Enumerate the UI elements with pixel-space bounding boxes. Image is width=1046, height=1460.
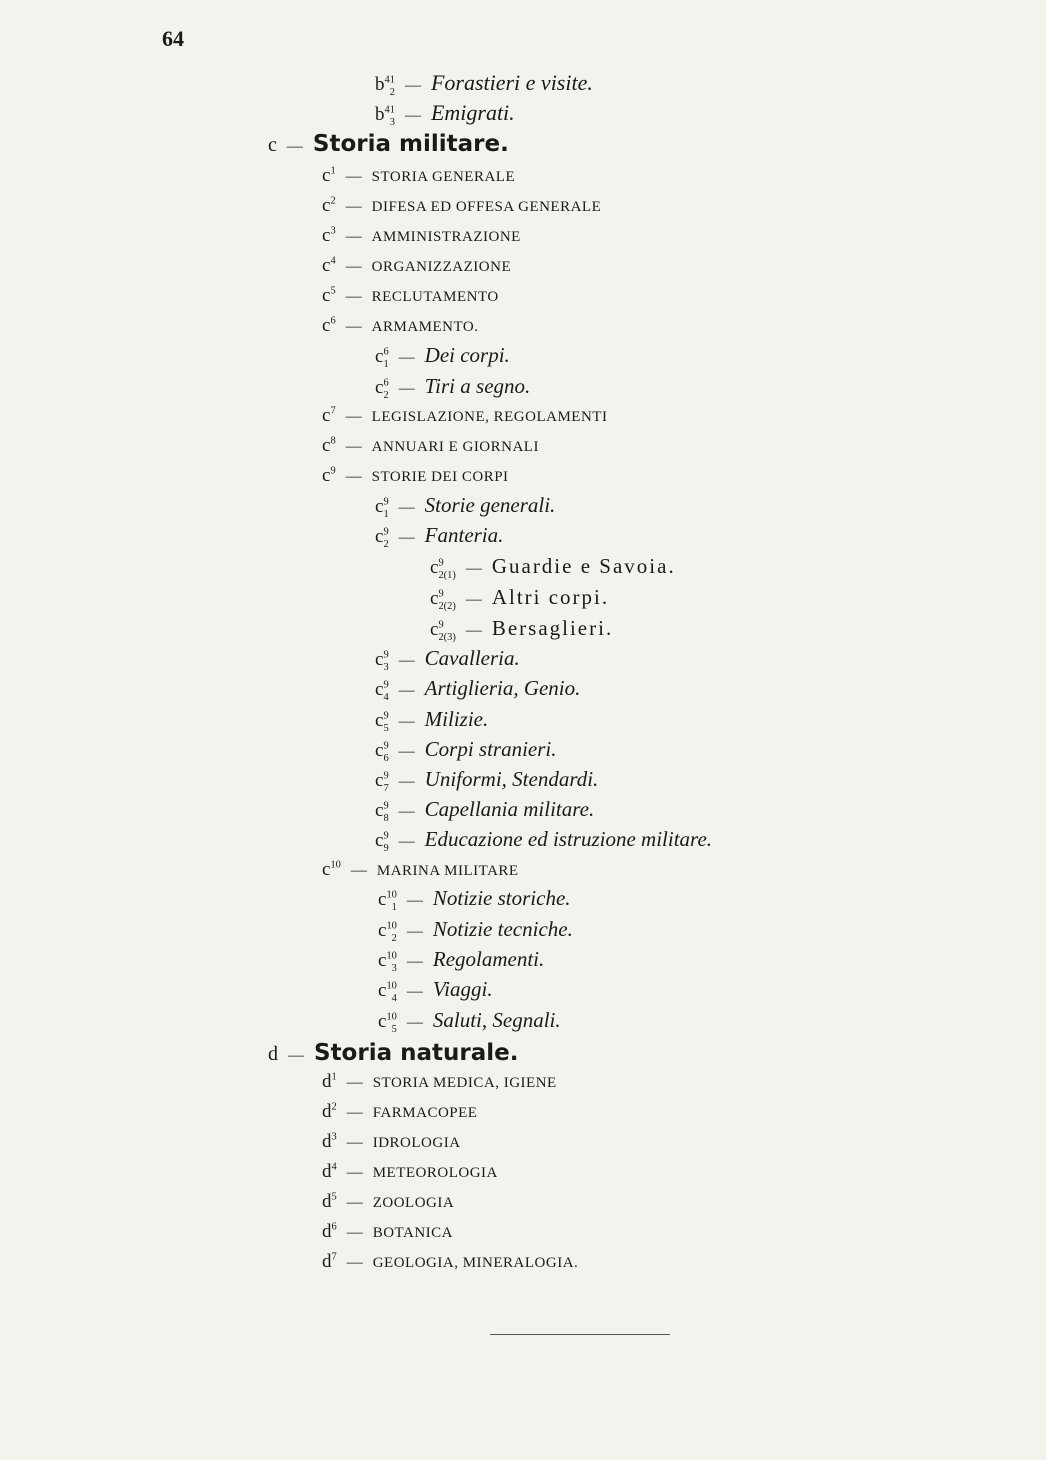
index-entry: [322, 226, 521, 245]
entry-code: [322, 1192, 337, 1211]
entry-code-superscript: 1: [330, 165, 336, 177]
entry-code-letter: c: [378, 889, 387, 910]
entry-title: Milizie.: [424, 707, 489, 731]
entry-code-superscript: 41: [384, 104, 395, 116]
entry-dash: —: [346, 1134, 363, 1151]
entry-code-letter: c: [375, 679, 384, 700]
index-entry: [378, 977, 493, 1004]
entry-dash: —: [398, 380, 415, 397]
entry-code-subscript: 1: [383, 508, 389, 520]
entry-code: [322, 406, 336, 425]
entry-code: [268, 135, 277, 155]
entry-dash: —: [345, 288, 362, 305]
index-entry: [378, 947, 545, 974]
index-entry: [430, 616, 614, 643]
entry-dash: —: [345, 438, 362, 455]
entry-code-letter: c: [322, 195, 331, 216]
entry-code-letter: c: [322, 315, 331, 336]
entry-title: IDROLOGIA: [372, 1135, 461, 1151]
entry-title: RECLUTAMENTO: [371, 289, 499, 305]
index-entry: [268, 133, 509, 156]
entry-code-subscript: 4: [383, 691, 389, 703]
entry-code-subscript: 9: [383, 842, 389, 854]
entry-code-letter: c: [322, 465, 331, 486]
entry-code-subscript: 7: [383, 782, 389, 794]
entry-title: Altri corpi.: [491, 585, 610, 609]
entry-dash: —: [406, 1014, 423, 1031]
entry-code-superscript: 10: [386, 1011, 397, 1023]
entry-code-superscript: 10: [386, 920, 397, 932]
index-entry: [375, 343, 510, 370]
entry-dash: —: [345, 228, 362, 245]
entry-code-subscript: 2(2): [438, 600, 456, 612]
index-entry: [322, 1162, 498, 1181]
entry-code-superscript: 6: [383, 377, 389, 389]
entry-title: Corpi stranieri.: [424, 737, 557, 761]
entry-code: [322, 316, 336, 335]
entry-code: [375, 770, 389, 794]
entry-code-subscript: 2(3): [438, 631, 456, 643]
entry-title: Storia naturale.: [314, 1040, 519, 1066]
entry-title: AMMINISTRAZIONE: [371, 229, 521, 245]
entry-code-letter: c: [375, 770, 384, 791]
entry-code-letter: d: [322, 1221, 332, 1242]
index-entry: [375, 374, 531, 401]
index-entry: [375, 827, 713, 854]
index-entry: [322, 286, 499, 305]
index-entry: [322, 466, 509, 485]
entry-code-subscript: 8: [383, 812, 389, 824]
entry-code-letter: d: [322, 1071, 332, 1092]
entry-code: [375, 649, 389, 673]
entry-code: [375, 710, 389, 734]
entry-code-letter: c: [322, 859, 331, 880]
index-entry: [268, 1042, 518, 1065]
entry-dash: —: [350, 862, 367, 879]
entry-dash: —: [398, 529, 415, 546]
entry-dash: —: [346, 1164, 363, 1181]
page-number: 64: [162, 26, 184, 51]
entry-code-superscript: 10: [386, 889, 397, 901]
entry-dash: —: [345, 408, 362, 425]
entry-code-letter: c: [375, 526, 384, 547]
entry-dash: —: [346, 1254, 363, 1271]
index-entry: [322, 316, 478, 335]
entry-code-letter: c: [375, 649, 384, 670]
entry-code-superscript: 2: [331, 1101, 337, 1113]
entry-code-letter: c: [322, 255, 331, 276]
entry-dash: —: [404, 77, 421, 94]
entry-dash: —: [398, 833, 415, 850]
entry-code-letter: c: [375, 710, 384, 731]
entry-code-superscript: 9: [383, 800, 389, 812]
index-entry: [378, 886, 571, 913]
entry-code: [322, 1162, 337, 1181]
entry-code-superscript: 3: [330, 225, 336, 237]
entry-title: Storie generali.: [424, 493, 556, 517]
entry-code-letter: c: [378, 980, 387, 1001]
entry-code-letter: c: [375, 377, 384, 398]
entry-dash: —: [345, 168, 362, 185]
entry-dash: —: [346, 1224, 363, 1241]
entry-title: Viaggi.: [432, 977, 493, 1001]
entry-code-superscript: 10: [386, 950, 397, 962]
entry-code-superscript: 9: [383, 496, 389, 508]
entry-code-superscript: 4: [331, 1161, 337, 1173]
entry-title: Uniformi, Stendardi.: [424, 767, 599, 791]
entry-code-letter: c: [378, 920, 387, 941]
entry-code-letter: d: [322, 1161, 332, 1182]
entry-title: MARINA MILITARE: [376, 863, 519, 879]
entry-code: [268, 1044, 278, 1064]
entry-title: STORIE DEI CORPI: [371, 469, 509, 485]
entry-code-letter: b: [375, 104, 385, 125]
entry-code-superscript: 1: [331, 1071, 337, 1083]
entry-title: LEGISLAZIONE, REGOLAMENTI: [371, 409, 608, 425]
entry-code-letter: c: [322, 285, 331, 306]
entry-code-letter: d: [322, 1251, 332, 1272]
entry-code-subscript: 2(1): [438, 569, 456, 581]
entry-title: Forastieri e visite.: [430, 70, 593, 95]
entry-dash: —: [398, 803, 415, 820]
entry-code-subscript: 5: [391, 1023, 397, 1035]
entry-code-subscript: 2: [391, 932, 397, 944]
entry-code-subscript: 3: [383, 661, 389, 673]
entry-code: [322, 1072, 337, 1091]
entry-code-superscript: 9: [438, 557, 444, 569]
entry-code-superscript: 6: [383, 346, 389, 358]
entry-title: Artiglieria, Genio.: [424, 676, 581, 700]
entry-code-superscript: 41: [384, 74, 395, 86]
entry-dash: —: [346, 1194, 363, 1211]
entry-title: Saluti, Segnali.: [432, 1008, 561, 1032]
entry-code-superscript: 9: [383, 710, 389, 722]
entry-code: [322, 166, 336, 185]
entry-code: [322, 436, 336, 455]
entry-code-superscript: 6: [330, 315, 336, 327]
entry-title: Fanteria.: [424, 523, 504, 547]
entry-code-superscript: 9: [383, 526, 389, 538]
index-entry: [375, 797, 595, 824]
entry-code-subscript: 2: [383, 538, 389, 550]
entry-code-superscript: 2: [330, 195, 336, 207]
entry-dash: —: [398, 349, 415, 366]
entry-code: [375, 740, 389, 764]
entry-title: GEOLOGIA, MINERALOGIA.: [372, 1255, 579, 1271]
entry-dash: —: [345, 468, 362, 485]
entry-code-subscript: 2: [389, 86, 395, 98]
index-entry: [375, 493, 556, 520]
entry-code-superscript: 8: [330, 435, 336, 447]
entry-code: [322, 1252, 337, 1271]
entry-title: BOTANICA: [372, 1225, 454, 1241]
entry-code: [378, 920, 397, 944]
index-entry: [375, 737, 557, 764]
index-entry: [322, 256, 511, 275]
entry-code: [378, 950, 397, 974]
entry-dash: —: [398, 743, 415, 760]
entry-title: DIFESA ED OFFESA GENERALE: [371, 199, 602, 215]
index-entry: [378, 917, 573, 944]
entry-code-superscript: 9: [383, 830, 389, 842]
entry-code-letter: c: [430, 588, 439, 609]
entry-dash: —: [398, 682, 415, 699]
entry-dash: —: [406, 923, 423, 940]
entry-code-letter: b: [375, 74, 385, 95]
entry-code-superscript: 4: [330, 255, 336, 267]
index-entry: [322, 196, 601, 215]
entry-code-letter: c: [322, 435, 331, 456]
entry-title: ARMAMENTO.: [371, 319, 479, 335]
index-entry: [375, 707, 489, 734]
end-rule: [490, 1334, 670, 1335]
index-entry: [375, 70, 593, 98]
entry-title: ZOOLOGIA: [372, 1195, 455, 1211]
index-entry: [322, 1192, 454, 1211]
entry-code: [322, 1132, 337, 1151]
index-entry: [375, 100, 515, 128]
entry-code-subscript: 4: [391, 992, 397, 1004]
entry-code-letter: c: [430, 557, 439, 578]
entry-dash: —: [398, 713, 415, 730]
entry-code: [375, 679, 389, 703]
entry-code: [375, 377, 389, 401]
index-entry: [322, 436, 539, 455]
entry-code-letter: c: [322, 225, 331, 246]
entry-code: [430, 619, 456, 643]
entry-dash: —: [465, 591, 482, 608]
index-entry: [322, 1222, 453, 1241]
index-entry: [322, 406, 607, 425]
entry-title: METEOROLOGIA: [372, 1165, 498, 1181]
entry-code-superscript: 7: [331, 1251, 337, 1263]
entry-code: [378, 1011, 397, 1035]
entry-code: [430, 588, 456, 612]
entry-code-letter: c: [375, 800, 384, 821]
entry-dash: —: [345, 318, 362, 335]
entry-code-superscript: 6: [331, 1221, 337, 1233]
entry-code-superscript: 10: [330, 859, 341, 871]
entry-code: [378, 980, 397, 1004]
entry-title: Educazione ed istruzione militare.: [424, 827, 713, 851]
index-entry: [322, 1102, 477, 1121]
entry-code-superscript: 9: [383, 770, 389, 782]
entry-code-superscript: 7: [330, 405, 336, 417]
entry-code: [375, 104, 395, 128]
entry-title: Bersaglieri.: [491, 616, 614, 640]
entry-code-subscript: 1: [383, 358, 389, 370]
entry-title: Capellania militare.: [424, 797, 595, 821]
entry-code-superscript: 9: [438, 619, 444, 631]
entry-code: [322, 256, 336, 275]
index-entry: [375, 767, 599, 794]
entry-code-subscript: 5: [383, 722, 389, 734]
entry-dash: —: [406, 892, 423, 909]
entry-code-letter: c: [375, 346, 384, 367]
entry-code-letter: c: [375, 496, 384, 517]
index-entry: [378, 1008, 561, 1035]
entry-title: Cavalleria.: [424, 646, 520, 670]
entry-code: [375, 526, 389, 550]
index-entry: [375, 523, 504, 550]
index-entry: [322, 860, 519, 879]
entry-title: Guardie e Savoia.: [491, 554, 676, 578]
entry-dash: —: [406, 953, 423, 970]
entry-dash: —: [398, 773, 415, 790]
entry-code-letter: d: [322, 1131, 332, 1152]
index-entry: [375, 676, 581, 703]
entry-code-superscript: 9: [383, 679, 389, 691]
entry-code-letter: c: [322, 165, 331, 186]
entry-code: [430, 557, 456, 581]
entry-code-superscript: 9: [383, 740, 389, 752]
entry-code: [322, 226, 336, 245]
entry-code-letter: c: [375, 830, 384, 851]
entry-code-letter: c: [268, 134, 277, 156]
entry-title: Tiri a segno.: [424, 374, 531, 398]
entry-code-subscript: 1: [391, 901, 397, 913]
entry-code: [322, 1222, 337, 1241]
index-entry: [430, 554, 676, 581]
entry-code-letter: d: [268, 1043, 278, 1065]
entry-dash: —: [404, 107, 421, 124]
entry-dash: —: [346, 1104, 363, 1121]
entry-title: Dei corpi.: [424, 343, 510, 367]
entry-code-subscript: 2: [383, 389, 389, 401]
entry-dash: —: [406, 983, 423, 1000]
entry-title: STORIA MEDICA, IGIENE: [372, 1075, 557, 1091]
entry-dash: —: [345, 198, 362, 215]
entry-code: [375, 496, 389, 520]
entry-dash: —: [286, 138, 303, 155]
index-entry: [322, 1132, 461, 1151]
entry-title: Notizie tecniche.: [432, 917, 573, 941]
entry-code-letter: c: [375, 740, 384, 761]
entry-code-letter: d: [322, 1101, 332, 1122]
entry-title: Storia militare.: [312, 131, 509, 157]
entry-code: [322, 1102, 337, 1121]
index-entry: [430, 585, 610, 612]
entry-code: [322, 466, 336, 485]
entry-title: Regolamenti.: [432, 947, 545, 971]
index-entry: [375, 646, 520, 673]
index-entry: [322, 166, 515, 185]
entry-code: [322, 286, 336, 305]
entry-code-superscript: 9: [330, 465, 336, 477]
entry-code: [375, 830, 389, 854]
entry-title: Emigrati.: [430, 100, 515, 125]
entry-dash: —: [288, 1047, 304, 1064]
entry-dash: —: [346, 1074, 363, 1091]
entry-title: FARMACOPEE: [372, 1105, 478, 1121]
entry-title: Notizie storiche.: [432, 886, 571, 910]
entry-code-letter: c: [430, 619, 439, 640]
entry-code-subscript: 3: [391, 962, 397, 974]
entry-code-letter: d: [322, 1191, 332, 1212]
entry-code: [322, 196, 336, 215]
entry-dash: —: [398, 499, 415, 516]
entry-code-superscript: 10: [386, 980, 397, 992]
entry-title: STORIA GENERALE: [371, 169, 516, 185]
entry-dash: —: [398, 652, 415, 669]
entry-code: [375, 346, 389, 370]
entry-title: ORGANIZZAZIONE: [371, 259, 512, 275]
entry-code-subscript: 3: [389, 116, 395, 128]
entry-code-letter: c: [378, 1011, 387, 1032]
entry-code-superscript: 9: [438, 588, 444, 600]
entry-code: [375, 74, 395, 98]
entry-code: [322, 860, 341, 879]
entry-title: ANNUARI E GIORNALI: [371, 439, 539, 455]
entry-code-letter: c: [378, 950, 387, 971]
entry-code-superscript: 5: [331, 1191, 337, 1203]
index-entry: [322, 1252, 578, 1271]
index-entry: [322, 1072, 557, 1091]
entry-dash: —: [465, 560, 482, 577]
entry-dash: —: [345, 258, 362, 275]
entry-code-subscript: 6: [383, 752, 389, 764]
entry-dash: —: [465, 622, 482, 639]
entry-code-superscript: 5: [330, 285, 336, 297]
entry-code-superscript: 3: [331, 1131, 337, 1143]
entry-code-letter: c: [322, 405, 331, 426]
entry-code: [375, 800, 389, 824]
entry-code: [378, 889, 397, 913]
entry-code-superscript: 9: [383, 649, 389, 661]
